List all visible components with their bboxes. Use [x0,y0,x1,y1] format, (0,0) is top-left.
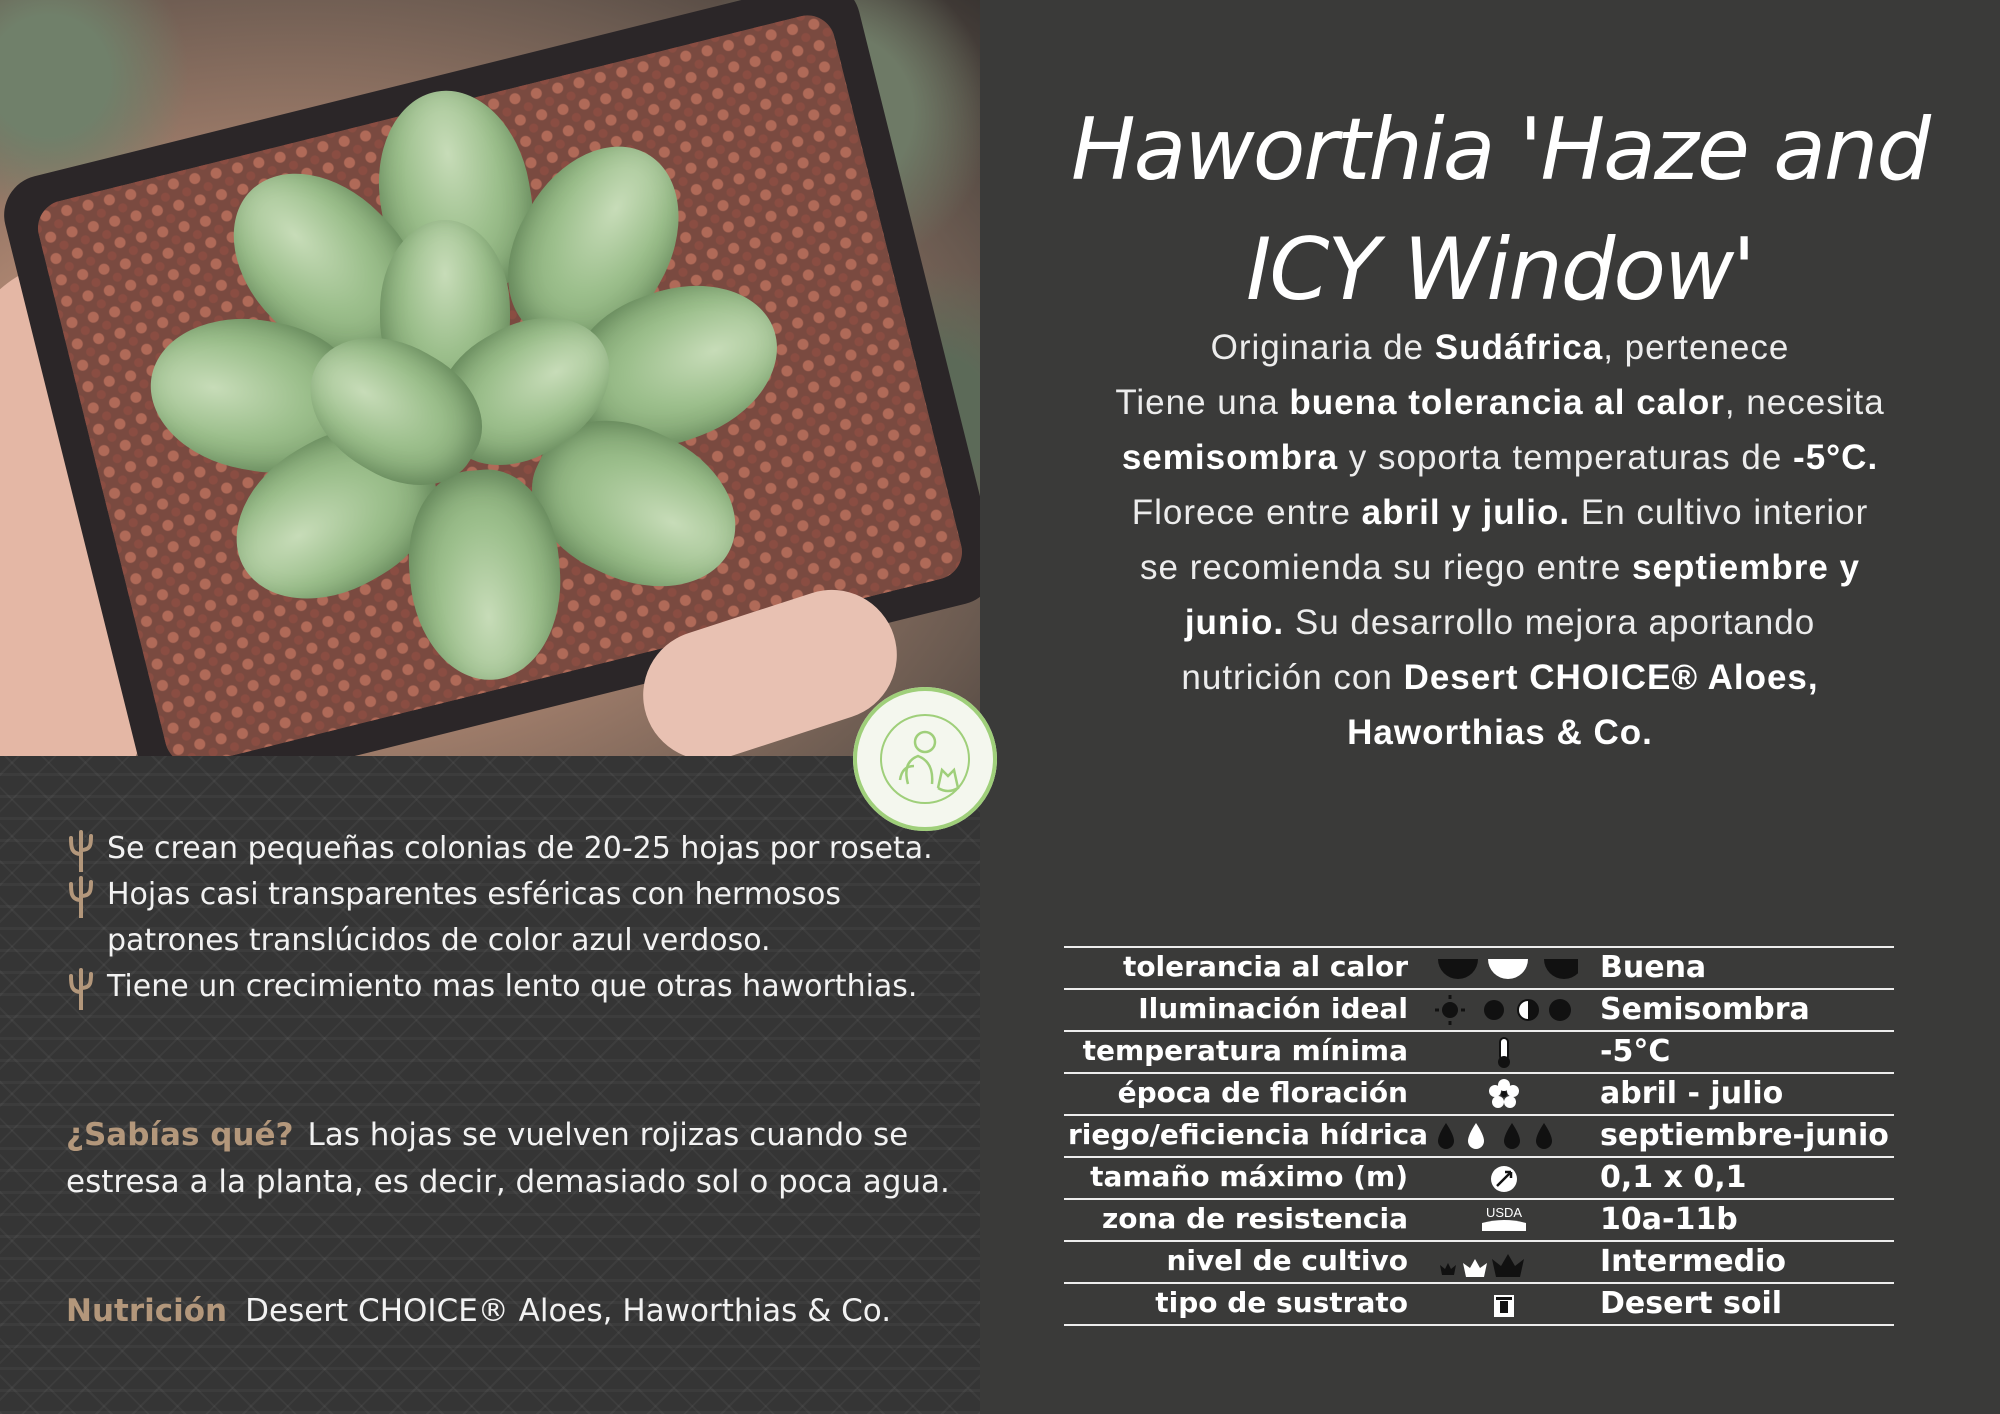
did-you-know [66,1112,986,1206]
cactus-icon [66,966,96,1010]
spec-label: época de floración [1117,1076,1408,1109]
text-bold: junio. [1184,603,1285,642]
spec-value: 0,1 x 0,1 [1600,1160,1747,1195]
usda-label: USDA [1485,1205,1523,1220]
text: Originaria de [1210,328,1435,367]
text: Florece entre [1131,493,1362,532]
left-column [0,0,980,1414]
usda-icon [1432,1203,1578,1237]
nutrition-text: Desert CHOICE® Aloes, Haworthias & Co. [245,1293,892,1329]
spec-label: temperatura mínima [1082,1034,1408,1067]
water-drops-icon [1432,1119,1578,1153]
description-line [1040,430,1960,485]
spec-value: septiembre-junio [1600,1118,1889,1153]
did-you-know-text: Las hojas se vuelven rojizas cuando se estresa a la planta, es decir, demasiado sol o poca agua. [66,1117,950,1200]
text: , necesita [1724,383,1885,422]
feature-text: Hojas casi transparentes esféricas con hermosos patrones translúcidos de color azul verdoso. [107,877,841,958]
spec-row-substrate [1064,1282,1894,1326]
cactus-icon [66,874,96,918]
spec-table [1064,946,1894,1326]
thermometer-icon [1432,1035,1578,1069]
spec-value: Buena [1600,950,1707,985]
description-line [1040,485,1960,540]
feature-text: Tiene un crecimiento mas lento que otras haworthias. [107,969,918,1004]
text: y soporta temperaturas de [1338,438,1794,477]
feature-text: Se crean pequeñas colonias de 20-25 hojas por roseta. [107,831,933,866]
spec-row-heat [1064,946,1894,988]
description-line [1040,540,1960,595]
text-bold: Sudáfrica [1434,328,1604,367]
spec-label: nivel de cultivo [1166,1244,1408,1277]
spec-row-zone [1064,1198,1894,1240]
feature-list [66,826,966,1010]
list-item [66,826,966,872]
text-bold: -5°C. [1793,438,1879,477]
plant-description [1040,320,1960,760]
list-item [66,964,966,1010]
size-icon [1432,1161,1578,1195]
spec-row-light [1064,988,1894,1030]
spec-row-size [1064,1156,1894,1198]
spec-label: riego/eficiencia hídrica [1068,1118,1429,1151]
did-you-know-label: ¿Sabías qué? [66,1117,294,1153]
text: Tiene una [1115,383,1290,422]
spec-value: abril - julio [1600,1076,1784,1111]
spec-value: Desert soil [1600,1286,1783,1321]
spec-value: 10a-11b [1600,1202,1738,1237]
text: , pertenece [1603,328,1790,367]
nutrition [66,1288,986,1335]
text-bold: Desert CHOICE® Aloes, [1403,658,1819,697]
description-line [1040,375,1960,430]
pet-safe-seal-icon [850,684,1000,834]
flower-icon [1432,1077,1578,1111]
description-line [1040,320,1960,375]
crown-icon [1432,1245,1578,1279]
substrate-icon [1432,1287,1578,1321]
text-bold: buena tolerancia al calor [1289,383,1725,422]
text-bold: Haworthias & Co. [1347,713,1653,752]
text-bold: semisombra [1121,438,1339,477]
nutrition-label: Nutrición [66,1293,228,1329]
spec-label: tamaño máximo (m) [1090,1160,1408,1193]
spec-value: Intermedio [1600,1244,1786,1279]
cactus-icon [66,828,96,872]
spec-row-temperature [1064,1030,1894,1072]
description-line [1040,595,1960,650]
spec-row-level [1064,1240,1894,1282]
spec-row-flowering [1064,1072,1894,1114]
text: Su desarrollo mejora aportando [1284,603,1816,642]
spec-value: Semisombra [1600,992,1810,1027]
spec-label: zona de resistencia [1101,1202,1408,1235]
heat-tolerance-icon [1432,951,1578,985]
light-icon [1432,993,1578,1027]
spec-value: -5°C [1600,1034,1671,1069]
plant-title: Haworthia 'Haze and ICY Window' [1070,100,1930,320]
text-bold: septiembre y [1632,548,1860,587]
description-line [1040,705,1960,760]
description-line [1040,650,1960,705]
spec-label: tolerancia al calor [1122,950,1408,983]
text: se recomienda su riego entre [1140,548,1633,587]
spec-label: tipo de sustrato [1155,1286,1408,1319]
text-bold: abril y julio. [1361,493,1571,532]
spec-row-watering [1064,1114,1894,1156]
plant-photo [0,0,980,756]
spec-label: Iluminación ideal [1138,992,1408,1025]
text: En cultivo interior [1570,493,1869,532]
text: nutrición con [1181,658,1404,697]
list-item [66,872,966,964]
